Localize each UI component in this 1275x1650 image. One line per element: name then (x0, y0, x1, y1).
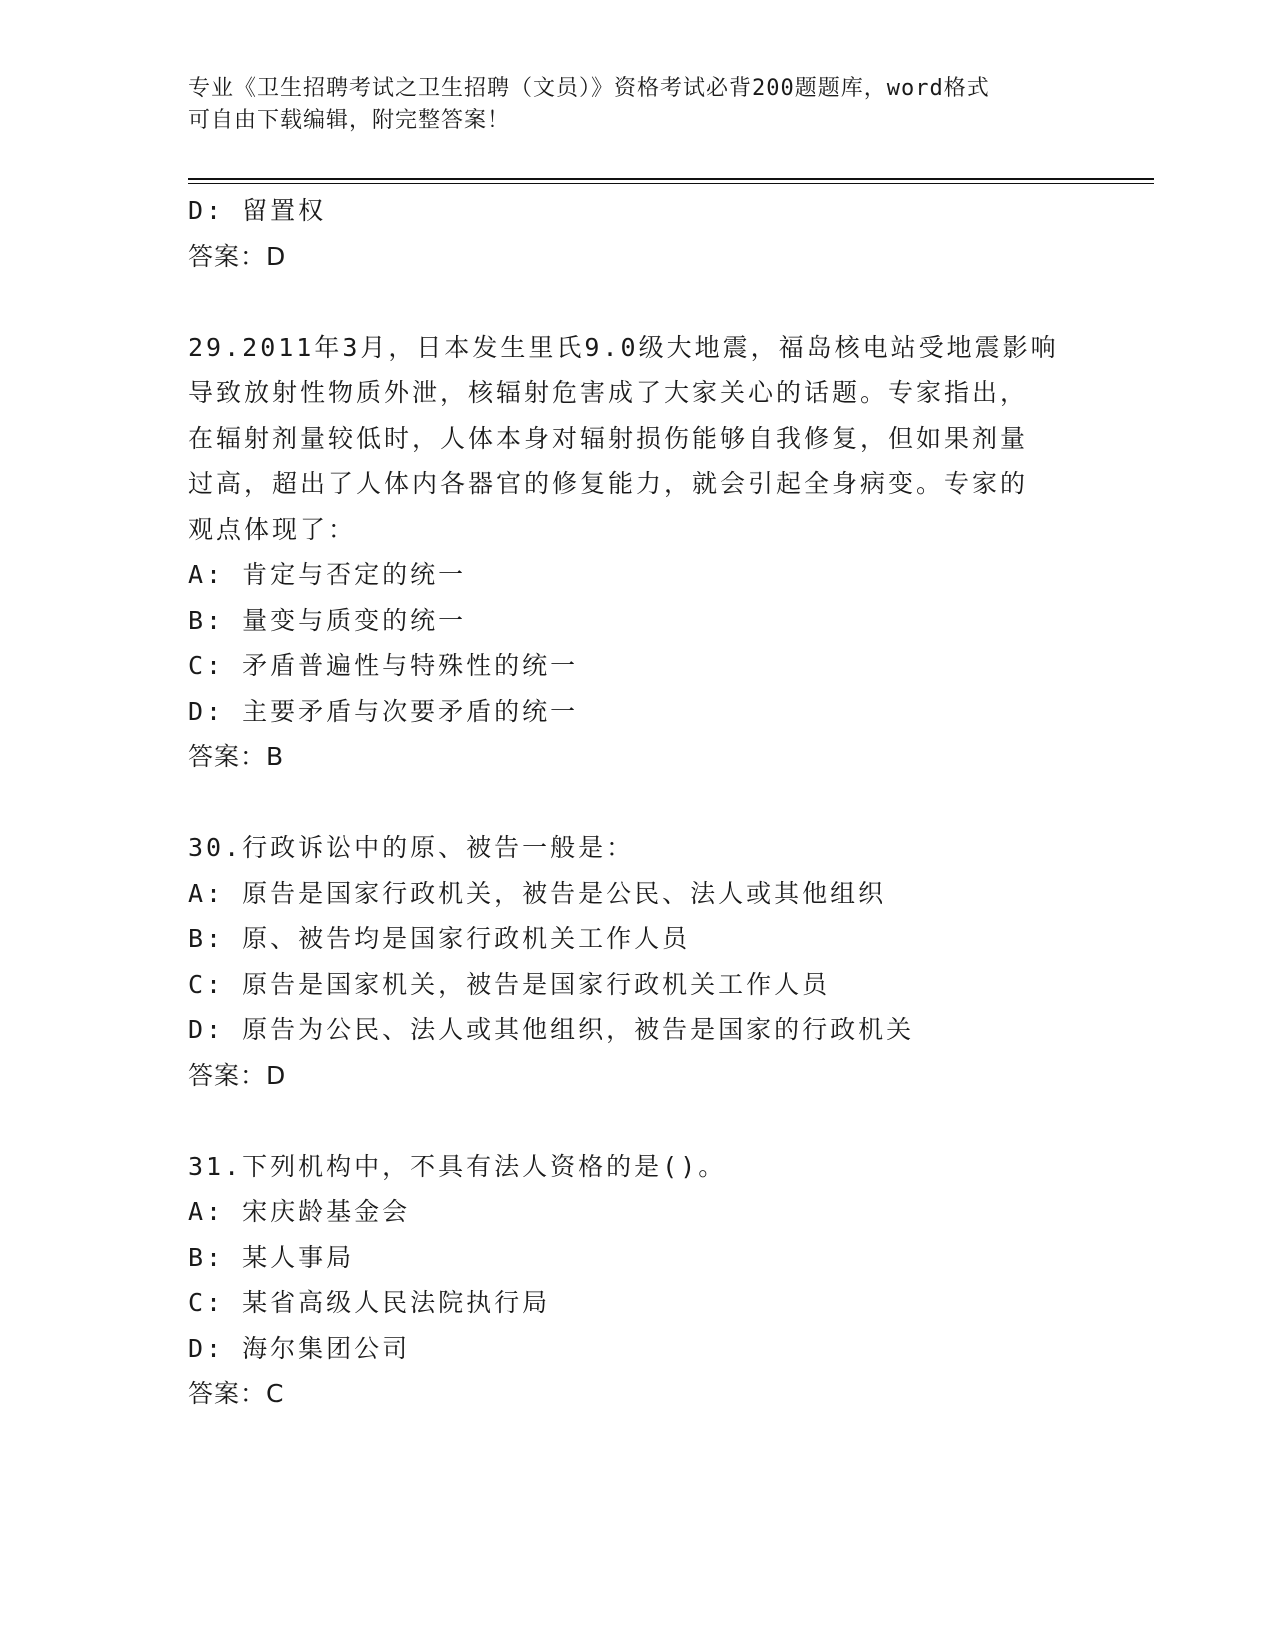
option-b: B: 原、被告均是国家行政机关工作人员 (188, 924, 691, 953)
spacer (188, 1098, 1088, 1144)
header-divider-thick (188, 178, 1154, 180)
header-line-2: 可自由下载编辑，附完整答案！ (188, 108, 511, 133)
question-text-line: 导致放射性物质外泄，核辐射危害成了大家关心的话题。专家指出， (188, 378, 1029, 407)
question-text-line: 31.下列机构中，不具有法人资格的是()。 (188, 1151, 727, 1181)
question-31 (188, 1144, 1088, 1417)
question-text-line: 30.行政诉讼中的原、被告一般是： (188, 833, 635, 862)
question-29 (188, 325, 1088, 780)
answer-line: 答案：C (188, 1379, 285, 1408)
spacer (188, 780, 1088, 826)
option-c: C: 某省高级人民法院执行局 (188, 1288, 551, 1317)
option-c: C: 矛盾普遍性与特殊性的统一 (188, 651, 579, 680)
spacer (188, 279, 1088, 325)
document-header (188, 73, 1088, 137)
option-a: A: 宋庆龄基金会 (188, 1197, 411, 1226)
option-d: D: 海尔集团公司 (188, 1333, 411, 1363)
option-b: B: 量变与质变的统一 (188, 605, 467, 635)
question-30 (188, 825, 1088, 1098)
option-d: D: 主要矛盾与次要矛盾的统一 (188, 696, 579, 726)
option-d: D: 留置权 (188, 196, 327, 225)
option-d: D: 原告为公民、法人或其他组织，被告是国家的行政机关 (188, 1015, 915, 1044)
question-text-line: 在辐射剂量较低时，人体本身对辐射损伤能够自我修复，但如果剂量 (188, 423, 1029, 453)
question-fragment-28 (188, 188, 1088, 279)
answer-line: 答案：B (188, 742, 285, 771)
question-text-line: 过高，超出了人体内各器官的修复能力，就会引起全身病变。专家的 (188, 469, 1029, 498)
option-a: A: 原告是国家行政机关，被告是公民、法人或其他组织 (188, 878, 887, 908)
option-c: C: 原告是国家机关，被告是国家行政机关工作人员 (188, 969, 831, 999)
answer-line: 答案：D (188, 1060, 287, 1090)
answer-line: 答案：D (188, 241, 287, 271)
option-a: A: 肯定与否定的统一 (188, 560, 467, 589)
header-divider-thin (188, 183, 1154, 184)
option-b: B: 某人事局 (188, 1242, 355, 1272)
question-text-line: 观点体现了： (188, 514, 357, 544)
header-line-1: 专业《卫生招聘考试之卫生招聘（文员）》资格考试必背200题题库，word格式 (188, 76, 990, 101)
question-content (188, 188, 1088, 1417)
question-text-line: 29.2011年3月，日本发生里氏9.0级大地震，福岛核电站受地震影响 (188, 332, 1059, 362)
